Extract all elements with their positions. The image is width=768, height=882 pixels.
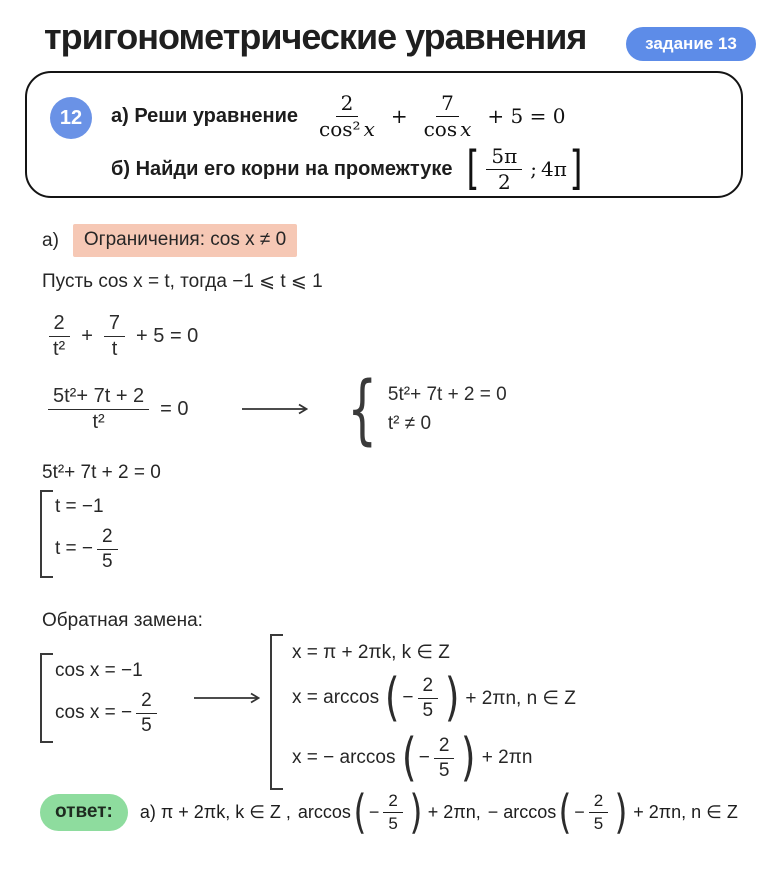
close-paren: )	[409, 784, 423, 839]
problem-part-a	[111, 85, 572, 147]
math-token: −	[402, 687, 414, 708]
math-token: arccos	[297, 801, 351, 822]
task-number-badge: задание 13	[626, 27, 756, 61]
math-token: cos²	[319, 116, 361, 141]
cos-case-2	[55, 690, 161, 737]
close-paren: )	[461, 727, 476, 788]
math-token: 5	[593, 813, 604, 833]
math-token: −	[368, 801, 380, 822]
part-a-label: а)	[42, 229, 59, 251]
fraction	[48, 385, 149, 434]
fraction	[104, 312, 125, 361]
fraction	[97, 526, 118, 573]
cos-cases-row	[40, 653, 161, 743]
math-token: cos	[423, 116, 458, 141]
math-token: t²	[92, 410, 105, 433]
math-token: = 0	[160, 397, 189, 420]
fraction	[383, 791, 402, 833]
substitution-text: Пусть cos x = t, тогда −1 ⩽ t ⩽ 1	[42, 271, 323, 292]
math-token: + 2πn, n ∈ Z	[465, 687, 576, 709]
fraction	[48, 312, 70, 361]
back-substitution-row	[42, 610, 203, 632]
math-token: а) π + 2πk, k ∈ Z ,	[139, 801, 291, 822]
system-line-1: 5t²+ 7t + 2 = 0	[387, 383, 507, 405]
math-token: x	[460, 116, 472, 141]
math-token: 5t²+ 7t + 2	[48, 385, 149, 410]
general-solution-1: x = π + 2πk, k ∈ Z	[292, 641, 450, 663]
problem-box	[25, 71, 743, 198]
roots-row	[40, 490, 122, 578]
system-lines	[388, 384, 507, 435]
page-title: тригонометрические уравнения	[44, 16, 587, 57]
back-substitution-label: Обратная замена:	[42, 610, 203, 631]
fraction	[486, 145, 522, 194]
math-token: 2	[418, 675, 439, 699]
math-token: 2	[336, 92, 359, 117]
math-token: 7	[436, 92, 459, 117]
cases-bracket	[40, 490, 122, 578]
math-token: 2	[383, 791, 402, 813]
close-bracket: ]	[569, 141, 583, 196]
math-token: + 2πn,	[427, 801, 481, 822]
close-paren: )	[614, 784, 628, 839]
math-token: 2	[97, 526, 118, 550]
open-paren: (	[401, 727, 416, 788]
math-token: 2	[49, 312, 70, 337]
general-solution-3	[292, 727, 576, 788]
arrow-right-icon	[242, 403, 308, 415]
equation-t-row	[44, 308, 205, 364]
math-token: t²	[53, 337, 66, 360]
answer-formula	[139, 784, 738, 839]
math-token: 4π	[541, 157, 567, 181]
problem-part-b-label: б) Найди его корни на промежтуке	[111, 157, 453, 180]
root-2	[55, 526, 122, 573]
fraction	[136, 690, 157, 737]
math-token: t = −	[55, 538, 94, 559]
system-line-2: t² ≠ 0	[387, 412, 432, 434]
problem-equation	[310, 92, 572, 141]
math-token: − arccos	[487, 801, 557, 822]
cases-bracket	[270, 634, 576, 790]
fraction	[434, 735, 455, 782]
math-token: cos x = −	[55, 702, 133, 723]
general-solution-row	[270, 634, 576, 790]
math-token: x	[363, 116, 375, 141]
close-paren: )	[444, 667, 460, 728]
math-token: −	[574, 801, 585, 822]
problem-number-badge: 12	[50, 97, 92, 139]
answer-row	[40, 784, 738, 839]
math-token: x = arccos	[292, 687, 380, 708]
math-token: 2	[136, 690, 157, 714]
answer-pill: ответ:	[40, 794, 128, 831]
math-token: −	[418, 747, 430, 768]
math-token: 2	[589, 791, 608, 813]
cos-case-1: cos x = −1	[55, 659, 143, 681]
math-token: 5	[141, 714, 152, 736]
quad-equation-row	[42, 462, 161, 484]
quad-fraction-row	[44, 364, 507, 453]
math-token: + 2πn, n ∈ Z	[633, 801, 738, 822]
math-token: + 2πn	[481, 747, 533, 768]
quad-equation: 5t²+ 7t + 2 = 0	[42, 462, 161, 483]
math-token: 7	[104, 312, 125, 337]
math-token: ;	[530, 157, 538, 181]
fraction	[418, 675, 439, 722]
substitution-row	[42, 270, 323, 293]
arrow-right-icon	[194, 692, 260, 704]
cases-bracket	[40, 653, 161, 743]
math-token: 5π	[486, 145, 522, 170]
restriction-row	[42, 224, 297, 257]
problem-interval	[464, 141, 584, 196]
math-token: 2	[497, 169, 511, 194]
math-token: t	[111, 337, 118, 360]
fraction	[419, 92, 477, 141]
restriction-highlight: Ограничения: cos x ≠ 0	[73, 224, 297, 257]
general-solution-2	[292, 667, 576, 728]
fraction	[589, 791, 608, 833]
open-paren: (	[558, 784, 572, 839]
curly-brace: {	[346, 364, 377, 453]
problem-part-a-label: а) Реши уравнение	[111, 104, 299, 127]
math-token: x = − arccos	[292, 747, 396, 768]
math-token: 2	[434, 735, 455, 759]
math-token	[419, 117, 477, 141]
math-token	[314, 117, 380, 141]
math-token: 5	[422, 699, 434, 721]
root-1: t = −1	[55, 495, 104, 517]
fraction	[314, 92, 380, 141]
math-token: 5	[388, 813, 398, 833]
math-token: + 5 = 0	[136, 324, 199, 347]
open-bracket: [	[466, 141, 480, 196]
open-paren: (	[353, 784, 367, 839]
problem-part-b	[111, 141, 585, 197]
math-token: 5	[102, 550, 113, 572]
math-token: + 5 = 0	[487, 104, 566, 128]
math-token: 5	[438, 759, 450, 781]
open-paren: (	[384, 667, 400, 728]
math-token: +	[81, 324, 93, 347]
math-token: +	[390, 104, 408, 128]
